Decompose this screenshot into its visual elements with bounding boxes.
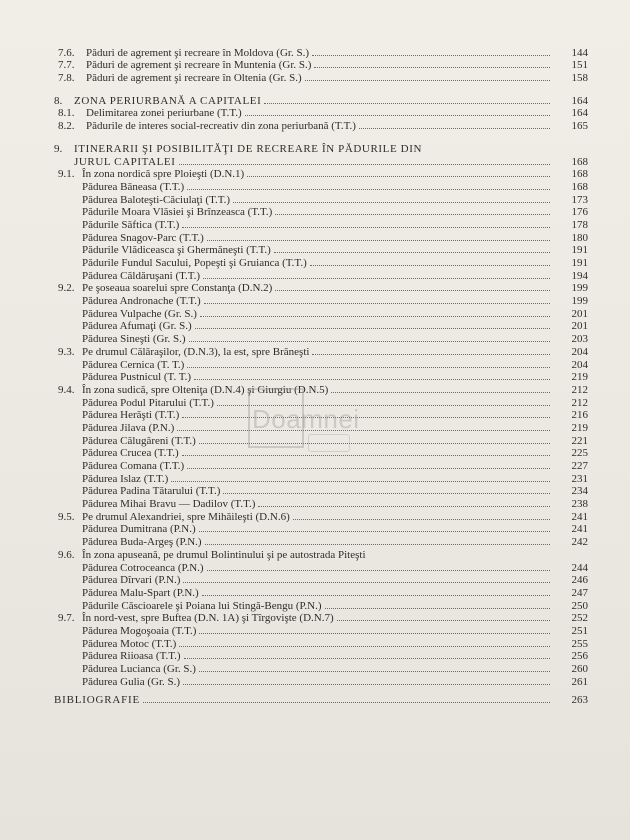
toc-leader-dots — [275, 290, 550, 291]
toc-entry-page-number: 255 — [571, 637, 588, 650]
toc-entry-page-number: 246 — [571, 574, 588, 587]
toc-entry-title: Pădurea Gulia (Gr. S.) — [82, 675, 181, 688]
toc-leader-dots — [143, 702, 550, 703]
toc-entry — [48, 434, 588, 447]
toc-entry-title: Pădurea Snagov-Parc (T.T.) — [82, 231, 204, 244]
toc-entry-page-number: 238 — [571, 498, 588, 511]
toc-entry — [48, 155, 588, 168]
toc-entry — [48, 244, 588, 257]
toc-entry-page-number: 247 — [571, 586, 588, 599]
toc-entry-title: Pădurea Comana (T.T.) — [82, 460, 185, 472]
toc-entry-page-number: 227 — [571, 460, 588, 472]
toc-leader-dots — [305, 80, 550, 81]
toc-entry-page-number: 168 — [571, 168, 588, 181]
toc-entry — [48, 472, 588, 485]
toc-entry — [48, 561, 588, 574]
toc-entry-title: Pădurea Malu-Spart (P.N.) — [82, 586, 199, 599]
toc-entry-page-number: 164 — [571, 107, 588, 120]
toc-entry-title: Pădurile Vlădiceasca şi Ghermăneşti (T.T.) — [82, 244, 271, 257]
toc-entry-page-number: 221 — [571, 434, 588, 447]
toc-entry-page-number: 144 — [571, 46, 588, 59]
toc-entry-title: Pe drumul Alexandriei, spre Mihăileşti (D.N.6) — [82, 510, 290, 523]
toc-leader-dots — [207, 570, 550, 571]
toc-entry-page-number: 203 — [571, 333, 588, 346]
toc-entry-number: 9. — [54, 142, 63, 155]
toc-entry-page-number: 252 — [571, 612, 588, 625]
toc-entry-title: Pădurile Fundul Sacului, Popeşti şi Gruianca (T.T.) — [82, 257, 307, 269]
toc-entry-page-number: 216 — [571, 409, 588, 422]
toc-entry-title: Pădurea Andronache (T.T.) — [82, 295, 201, 308]
toc-leader-dots — [274, 252, 550, 253]
toc-entry — [48, 46, 588, 59]
toc-entry — [48, 612, 588, 625]
toc-leader-dots — [293, 519, 550, 520]
toc-leader-dots — [187, 468, 550, 469]
toc-entry-page-number: 178 — [571, 218, 588, 231]
toc-leader-dots — [183, 684, 550, 685]
toc-leader-dots — [359, 128, 550, 129]
toc-entry — [48, 574, 588, 587]
toc-entry — [48, 218, 588, 231]
toc-entry-page-number: 219 — [571, 421, 588, 434]
toc-leader-dots — [207, 240, 550, 241]
toc-leader-dots — [312, 55, 550, 56]
toc-entry-title: În zona apuseană, pe drumul Bolintinului şi pe autostrada Piteşti — [82, 548, 366, 561]
toc-leader-dots — [195, 328, 550, 329]
toc-entry-title: Pădurea Jilava (P.N.) — [82, 421, 175, 434]
toc-entry — [48, 396, 588, 409]
toc-leader-dots — [189, 341, 550, 342]
toc-entry-page-number: 165 — [571, 120, 588, 133]
toc-entry — [48, 694, 588, 707]
table-of-contents — [48, 46, 588, 706]
toc-entry — [48, 497, 588, 510]
toc-leader-dots — [337, 620, 550, 621]
toc-entry — [48, 358, 588, 371]
toc-entry-title: Pe şoseaua soarelui spre Constanţa (D.N.2) — [82, 282, 273, 295]
toc-leader-dots — [184, 658, 550, 659]
toc-entry — [48, 371, 588, 384]
toc-entry-page-number: 256 — [571, 650, 588, 663]
toc-entry-page-number: 241 — [571, 523, 588, 536]
toc-entry — [48, 193, 588, 206]
toc-entry — [48, 586, 588, 599]
toc-entry-page-number: 201 — [571, 307, 588, 320]
toc-entry-page-number: 199 — [571, 282, 588, 295]
toc-entry-title: Pădurea Cotroceanca (P.N.) — [82, 561, 204, 574]
toc-entry-title: Pădurea Padina Tătarului (T.T.) — [82, 485, 221, 498]
toc-entry — [48, 320, 588, 333]
toc-leader-dots — [177, 430, 550, 431]
toc-leader-dots — [187, 367, 550, 368]
toc-entry — [48, 624, 588, 637]
toc-entry — [48, 332, 588, 345]
toc-entry-page-number: 168 — [571, 155, 588, 168]
toc-entry-title: Pădurea Buda-Argeş (P.N.) — [82, 536, 202, 549]
toc-entry-page-number: 219 — [571, 371, 588, 384]
toc-entry-number: 9.4. — [58, 383, 75, 396]
toc-leader-dots — [194, 379, 550, 380]
toc-entry-page-number: 263 — [571, 694, 588, 707]
toc-entry — [48, 231, 588, 244]
toc-entry — [48, 599, 588, 612]
toc-leader-dots — [314, 67, 550, 68]
toc-entry — [48, 637, 588, 650]
toc-entry-title: Pădurea Dîrvari (P.N.) — [82, 574, 181, 587]
toc-entry-title: Păduri de agrement şi recreare în Muntenia (Gr. S.) — [86, 59, 312, 72]
toc-leader-dots — [199, 531, 550, 532]
toc-entry-title: Delimitarea zonei periurbane (T.T.) — [86, 107, 242, 120]
toc-entry-number: 7.7. — [58, 59, 75, 72]
toc-entry-page-number: 168 — [571, 180, 588, 193]
toc-entry-number: 9.3. — [58, 345, 75, 358]
toc-leader-dots — [199, 671, 550, 672]
toc-entry — [48, 168, 588, 181]
toc-leader-dots — [183, 582, 550, 583]
toc-entry-number: 7.6. — [58, 46, 75, 59]
toc-leader-dots — [187, 189, 550, 190]
toc-entry — [48, 94, 588, 107]
toc-entry — [48, 180, 588, 193]
toc-entry — [48, 383, 588, 396]
toc-leader-dots — [179, 164, 550, 165]
toc-entry-number: 7.8. — [58, 72, 75, 85]
toc-entry — [48, 59, 588, 72]
section-spacer — [48, 132, 588, 142]
toc-entry-number: 9.2. — [58, 282, 75, 295]
toc-entry — [48, 485, 588, 498]
toc-entry-title: Păduri de agrement şi recreare în Moldova (Gr. S.) — [86, 46, 309, 59]
toc-entry — [48, 206, 588, 219]
toc-entry-title: ITINERARII ŞI POSIBILITĂŢI DE RECREARE ÎN PĂDURILE DIN — [74, 142, 423, 155]
toc-entry-title: Pădurea Băneasa (T.T.) — [82, 180, 185, 193]
toc-entry-page-number: 260 — [571, 663, 588, 675]
toc-entry — [48, 307, 588, 320]
toc-entry-title: Pădurea Lucianca (Gr. S.) — [82, 663, 196, 675]
toc-entry-title: Pădurea Călugăreni (T.T.) — [82, 434, 196, 447]
toc-leader-dots — [310, 265, 550, 266]
toc-leader-dots — [171, 481, 550, 482]
toc-entry-page-number: 199 — [571, 295, 588, 308]
toc-entry-page-number: 244 — [571, 561, 588, 574]
toc-entry — [48, 523, 588, 536]
toc-entry — [48, 345, 588, 358]
toc-entry-title: Pădurile Căscioarele şi Poiana lui Stingă-Bengu (P.N.) — [82, 599, 322, 612]
toc-entry-number: 9.6. — [58, 548, 75, 561]
toc-leader-dots — [205, 544, 550, 545]
toc-entry-page-number: 212 — [571, 383, 588, 396]
toc-entry-title: Pădurile de interes social-recreativ din zona periurbană (T.T.) — [86, 120, 356, 133]
toc-leader-dots — [200, 316, 550, 317]
toc-entry-page-number: 250 — [571, 599, 588, 612]
toc-entry-number: 9.1. — [58, 168, 75, 181]
toc-entry-title: Pădurea Herăşti (T.T.) — [82, 409, 180, 422]
toc-entry — [48, 294, 588, 307]
toc-entry-title: ZONA PERIURBANĂ A CAPITALEI — [74, 94, 262, 107]
toc-leader-dots — [202, 595, 550, 596]
toc-entry-page-number: 180 — [571, 231, 588, 244]
toc-entry-page-number: 204 — [571, 358, 588, 371]
toc-leader-dots — [182, 227, 550, 228]
toc-entry-number: 8. — [54, 94, 63, 107]
toc-entry — [48, 548, 588, 561]
toc-entry — [48, 510, 588, 523]
toc-leader-dots — [264, 103, 550, 104]
toc-entry-page-number: 241 — [571, 510, 588, 523]
toc-entry-page-number: 176 — [571, 206, 588, 219]
toc-entry — [48, 119, 588, 132]
toc-entry-page-number: 151 — [571, 59, 588, 72]
toc-entry — [48, 107, 588, 120]
toc-leader-dots — [223, 493, 550, 494]
toc-leader-dots — [217, 405, 550, 406]
toc-entry — [48, 675, 588, 688]
watermark-text: Doamnei — [252, 404, 360, 434]
toc-entry-title: Pădurea Cernica (T. T.) — [82, 358, 185, 371]
toc-entry-title: Pădurea Sineşti (Gr. S.) — [82, 333, 186, 346]
toc-entry-title: Pădurea Mihai Bravu — Dadilov (T.T.) — [82, 498, 256, 511]
toc-entry — [48, 459, 588, 472]
toc-leader-dots — [325, 608, 550, 609]
toc-entry-page-number: 201 — [571, 320, 588, 333]
toc-entry-title: Pădurile Moara Vlăsiei şi Brînzeasca (T.T.) — [82, 206, 273, 219]
toc-entry-page-number: 204 — [571, 345, 588, 358]
toc-entry-page-number: 225 — [571, 447, 588, 460]
toc-entry — [48, 269, 588, 282]
toc-entry — [48, 142, 588, 155]
toc-leader-dots — [182, 455, 550, 456]
toc-leader-dots — [258, 506, 550, 507]
toc-entry-page-number: 173 — [571, 193, 588, 206]
toc-entry-page-number: 158 — [571, 72, 588, 85]
toc-entry-page-number: 212 — [571, 396, 588, 409]
toc-leader-dots — [199, 443, 550, 444]
toc-entry-title: Pe drumul Călăraşilor, (D.N.3), la est, spre Brăneşti — [82, 345, 310, 358]
toc-entry — [48, 662, 588, 675]
toc-leader-dots — [182, 417, 550, 418]
toc-entry — [48, 282, 588, 295]
toc-entry — [48, 256, 588, 269]
toc-entry — [48, 650, 588, 663]
toc-leader-dots — [245, 115, 550, 116]
toc-entry-number: 8.1. — [58, 107, 75, 120]
toc-entry-page-number: 164 — [571, 94, 588, 107]
toc-entry-title: Pădurea Motoc (T.T.) — [82, 637, 177, 650]
toc-entry-title: BIBLIOGRAFIE — [54, 694, 140, 707]
toc-entry-title: JURUL CAPITALEI — [74, 155, 176, 168]
toc-entry-page-number: 191 — [571, 244, 588, 257]
toc-entry-title: Pădurea Căldăruşani (T.T.) — [82, 269, 201, 282]
toc-entry-title: Pădurea Mogoşoaia (T.T.) — [82, 624, 197, 637]
toc-entry-title: Pădurile Săftica (T.T.) — [82, 218, 180, 231]
section-spacer — [48, 84, 588, 94]
toc-leader-dots — [275, 214, 550, 215]
toc-entry-number: 9.7. — [58, 612, 75, 625]
toc-leader-dots — [204, 303, 550, 304]
toc-entry-title: Pădurea Afumaţi (Gr. S.) — [82, 320, 192, 333]
toc-entry-title: Pădurea Baloteşti-Căciulaţi (T.T.) — [82, 193, 231, 206]
toc-entry-page-number: 261 — [571, 675, 588, 688]
toc-leader-dots — [312, 354, 550, 355]
toc-entry-title: În zona nordică spre Ploieşti (D.N.1) — [82, 168, 245, 181]
toc-leader-dots — [179, 646, 550, 647]
toc-entry — [48, 71, 588, 84]
toc-entry-title: Pădurea Dumitrana (P.N.) — [82, 523, 196, 536]
toc-entry-title: În nord-vest, spre Buftea (D.N. 1A) şi Tîrgovişte (D.N.7) — [82, 612, 334, 625]
toc-entry-number: 9.5. — [58, 510, 75, 523]
toc-leader-dots — [247, 176, 550, 177]
toc-entry — [48, 409, 588, 422]
toc-entry — [48, 535, 588, 548]
toc-entry-title: Pădurea Islaz (T.T.) — [82, 472, 169, 485]
toc-entry-title: Pădurea Crucea (T.T.) — [82, 447, 179, 460]
toc-leader-dots — [331, 392, 550, 393]
toc-entry-page-number: 251 — [571, 624, 588, 637]
toc-leader-dots — [199, 633, 550, 634]
toc-leader-dots — [233, 202, 550, 203]
toc-entry-page-number: 191 — [571, 257, 588, 269]
toc-entry-title: Pădurea Podul Pitarului (T.T.) — [82, 396, 214, 409]
toc-leader-dots — [203, 278, 550, 279]
toc-entry-page-number: 242 — [571, 536, 588, 549]
toc-entry-page-number: 194 — [571, 269, 588, 282]
toc-entry — [48, 447, 588, 460]
toc-entry — [48, 421, 588, 434]
toc-entry-title: Pădurea Pustnicul (T. T.) — [82, 371, 192, 384]
toc-entry-title: Pădurea Vulpache (Gr. S.) — [82, 307, 197, 320]
toc-entry-title: În zona sudică, spre Olteniţa (D.N.4) şi Giurgiu (D.N.5) — [82, 383, 329, 396]
toc-entry-title: Păduri de agrement şi recreare în Oltenia (Gr. S.) — [86, 72, 302, 85]
toc-entry-number: 8.2. — [58, 120, 75, 133]
toc-entry-page-number: 234 — [571, 485, 588, 498]
toc-entry-page-number: 231 — [571, 472, 588, 485]
toc-entry-title: Pădurea Riioasa (T.T.) — [82, 650, 181, 663]
